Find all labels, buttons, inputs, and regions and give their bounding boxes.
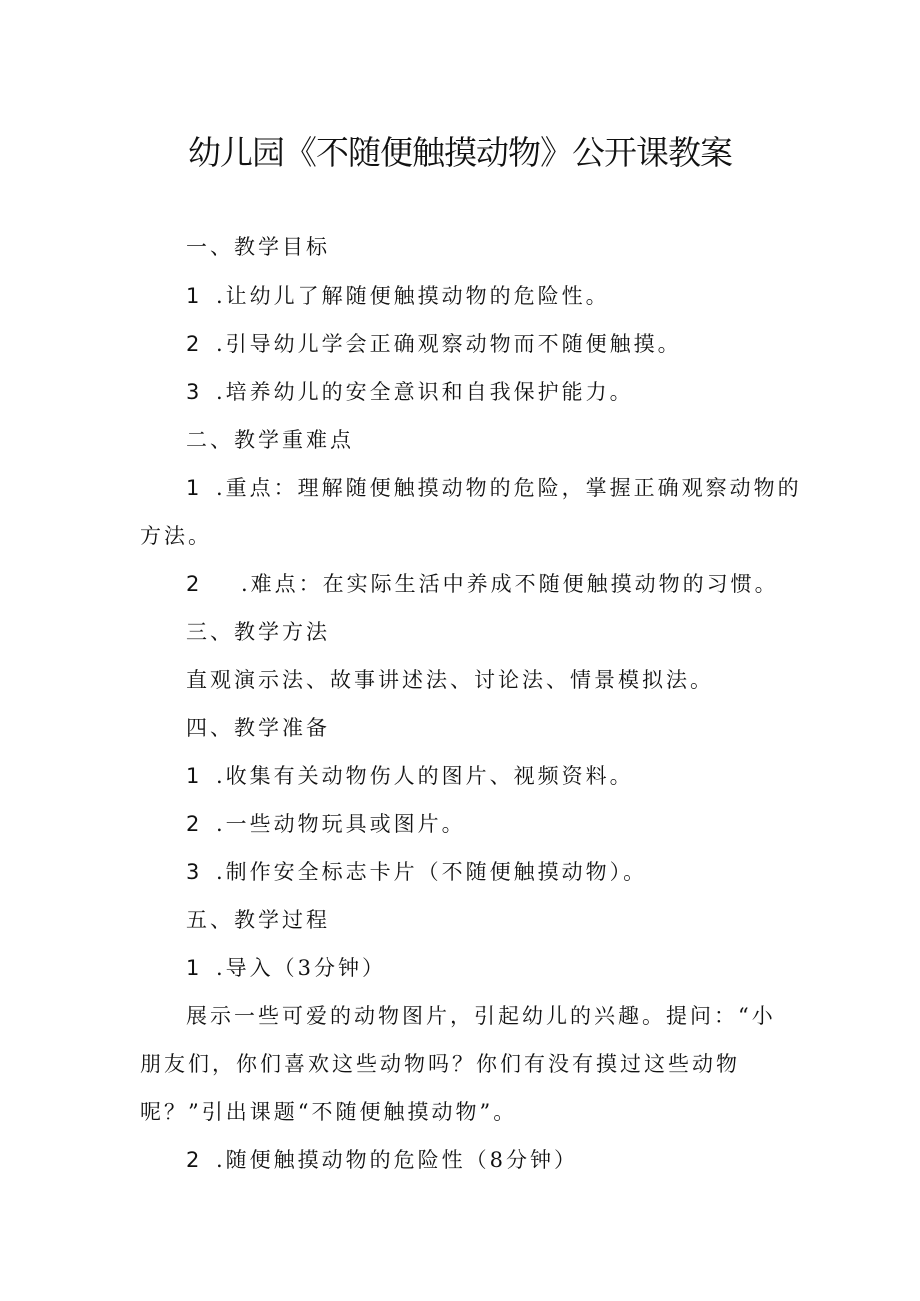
- item-text: .引导幼儿学会正确观察动物而不随便触摸。: [216, 332, 682, 356]
- item-number: 1: [186, 764, 203, 788]
- item-text: .难点：在实际生活中养成不随便触摸动物的习惯。: [241, 572, 779, 596]
- item-number: 1: [186, 476, 203, 500]
- process-step-1-body-line-3: 呢？”引出课题“不随便触摸动物”。: [140, 1100, 518, 1124]
- item-number: 2: [186, 1148, 203, 1172]
- section-heading-preparation: 四、教学准备: [186, 716, 330, 740]
- item-text: .收集有关动物伤人的图片、视频资料。: [216, 764, 634, 788]
- item-text: .导入（3分钟）: [216, 956, 387, 980]
- process-step-1-body-line-1: 展示一些可爱的动物图片，引起幼儿的兴趣。提问：“小: [186, 1004, 776, 1028]
- item-text: .让幼儿了解随便触摸动物的危险性。: [216, 284, 610, 308]
- section-heading-key-points: 二、教学重难点: [186, 428, 354, 452]
- item-text: .重点：理解随便触摸动物的危险，掌握正确观察动物的: [216, 476, 802, 500]
- methods-text: 直观演示法、故事讲述法、讨论法、情景模拟法。: [186, 668, 714, 692]
- key-point-item-1: [186, 473, 802, 503]
- document-title: 幼儿园《不随便触摸动物》公开课教案: [188, 133, 732, 172]
- item-number: 2: [186, 812, 203, 836]
- process-step-1: [186, 953, 386, 983]
- item-number: 1: [186, 956, 203, 980]
- item-text: .培养幼儿的安全意识和自我保护能力。: [216, 380, 634, 404]
- key-point-item-1-continuation: 方法。: [140, 524, 212, 548]
- item-number: 2: [186, 572, 203, 596]
- item-text: .制作安全标志卡片（不随便触摸动物）。: [216, 860, 648, 884]
- item-number: 1: [186, 284, 203, 308]
- goal-item-1: [186, 281, 610, 311]
- process-step-2: [186, 1145, 578, 1175]
- item-number: 3: [186, 860, 203, 884]
- process-step-1-body-line-2: 朋友们，你们喜欢这些动物吗？你们有没有摸过这些动物: [140, 1052, 740, 1076]
- item-text: .一些动物玩具或图片。: [216, 812, 466, 836]
- item-number: 3: [186, 380, 203, 404]
- preparation-item-2: [186, 809, 466, 839]
- item-text: .随便触摸动物的危险性（8分钟）: [216, 1148, 579, 1172]
- section-heading-process: 五、教学过程: [186, 908, 330, 932]
- section-heading-methods: 三、教学方法: [186, 620, 330, 644]
- item-number: 2: [186, 332, 203, 356]
- section-heading-goals: 一、教学目标: [186, 235, 330, 259]
- preparation-item-1: [186, 761, 634, 791]
- goal-item-3: [186, 377, 634, 407]
- preparation-item-3: [186, 857, 647, 887]
- goal-item-2: [186, 329, 682, 359]
- key-point-item-2: [186, 569, 779, 599]
